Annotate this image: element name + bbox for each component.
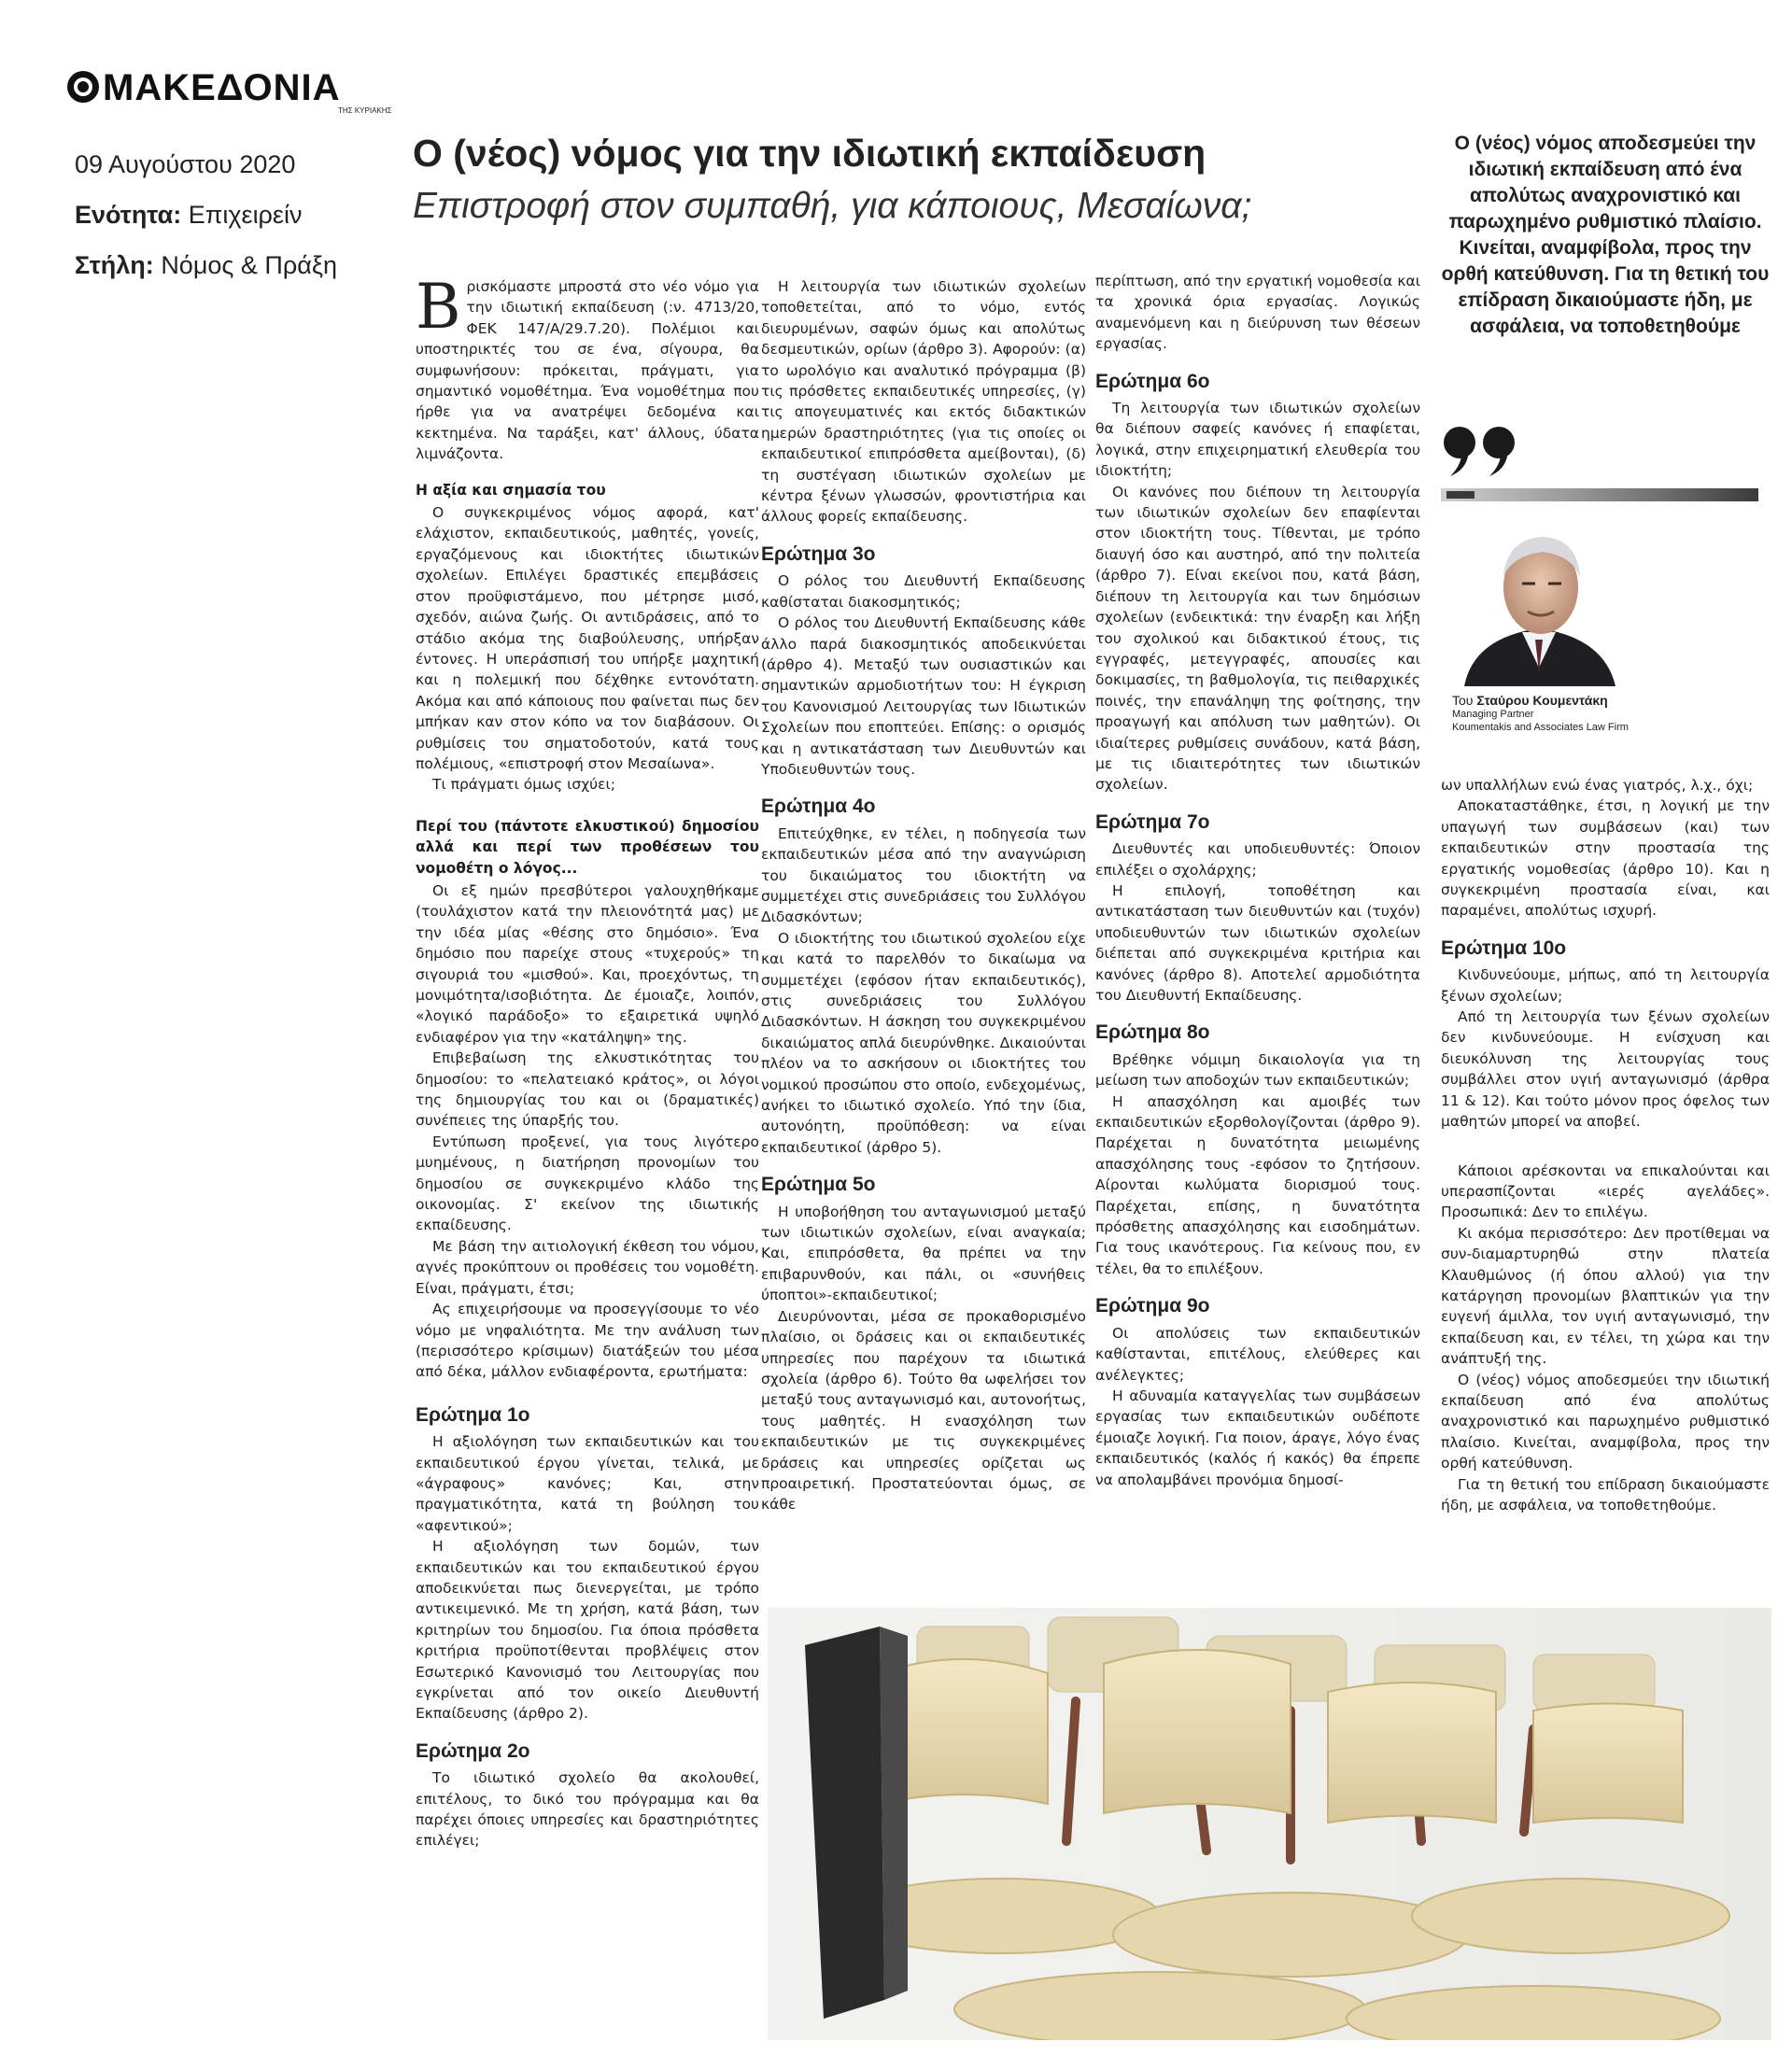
paragraph: Η λειτουργία των ιδιωτικών σχολείων τοποθετείται, από το νόμο, εντός διευρυμένων, σαφών όμως και απολύτως δεσμευτικών, ορίων (άρθρο 3). Αφορούν: (α) το ωρολόγιο και αναλυτικό πρόγραμμα (β) τις πρόσθετες εκπαιδευτικές υπηρεσίες, (γ) τις απογευματινές και εκτός διδακτικών ημερών δραστηριότητες (για τις οποίες οι εκπαιδευτικοί επιπρόσθετα αμείβονται), (δ) τη συστέγαση ιδιωτικών σχολείων με κέντρα ξένων γλωσσών, φροντιστήρια και άλλους φορείς εκπαίδευσης. [761, 278, 1086, 526]
paragraph: Κάποιοι αρέσκονται να επικαλούνται και υπερασπίζονται «ιερές αγελάδες». Προσωπικά: Δεν το επιλέγω. [1441, 1162, 1770, 1221]
paragraph: Εντύπωση προξενεί, για τους λιγότερο μυημένους, η διατήρηση προνομίων του δημοσίου σε συγκεκριμένο κλάδο της οικονομίας. Σ' εκείνον της ιδιωτικής εκπαίδευσης. [416, 1133, 759, 1234]
classroom-chairs-photo [768, 1608, 1771, 2040]
paragraph: Η επιλογή, τοποθέτηση και αντικατάσταση των διευθυντών και (τυχόν) υποδιευθυντών των ιδιωτικών σχολείων διέπεται από συγκεκριμένα κριτήρια και κανόνες (άρθρο 8). Αποτελεί αρμοδιότητα του Διευθυντή Εκπαίδευσης. [1095, 881, 1420, 1004]
masthead-logo [67, 65, 392, 115]
decorative-rule [1441, 488, 1758, 501]
paragraph: Οι απολύσεις των εκπαιδευτικών καθίστανται, επιτέλους, ελεύθερες και ανέλεγκτες; [1095, 1324, 1420, 1384]
paragraph: Η αξιολόγηση των εκπαιδευτικών και του εκπαιδευτικού έργου γίνεται, τελικά, με «άγραφους» κανόνες; Και, στην πραγματικότητα, κατά τη βούληση του «αφεντικού»; [416, 1433, 759, 1534]
article-column-2 [761, 276, 1086, 1515]
intro-paragraph [416, 271, 759, 465]
question-heading-6: Ερώτημα 6ο [1095, 370, 1210, 392]
article-subheadline: Επιστροφή στον συμπαθή, για κάποιους, Μεσαίωνα; [413, 186, 1252, 226]
newspaper-emblem-icon [67, 71, 99, 103]
author-byline [1452, 693, 1770, 708]
quote-marks-icon [1441, 422, 1525, 478]
question-heading-8: Ερώτημα 8ο [1095, 1021, 1210, 1044]
paragraph: Επιτεύχθηκε, εν τέλει, η ποδηγεσία των εκπαιδευτικών μέσα από την αναγνώριση του δικαιώματος του ιδιοκτήτη να συμμετέχει στις συνεδριάσεις του Συλλόγου Διδασκόντων; [761, 824, 1086, 926]
author-portrait [1455, 518, 1623, 686]
paragraph: περίπτωση, από την εργατική νομοθεσία και τα χρονικά όρια εργασίας. Λογικώς αναμενόμενη και η διεύρυνση των θέσεων εργασίας. [1095, 273, 1420, 353]
question-heading-1: Ερώτημα 1ο [416, 1403, 530, 1426]
paragraph: Ο (νέος) νόμος αποδεσμεύει την ιδιωτική εκπαίδευση από ένα απολύτως αναχρονιστικό και παρωχημένο ρυθμιστικό πλαίσιο. Κινείται, αναμφίβολα, προς την ορθή κατεύθυνση. [1441, 1371, 1770, 1472]
paragraph: Η υποβοήθηση του ανταγωνισμού μεταξύ των ιδιωτικών σχολείων, είναι αναγκαία; Και, επιπρόσθετα, θα πρέπει να την επιβαρυνθούν, και πάλι, οι «συνήθεις ύποπτοι»-εκπαιδευτικοί; [761, 1203, 1086, 1304]
paragraph: Το ιδιωτικό σχολείο θα ακολουθεί, επιτέλους, το δικό του πρόγραμμα και θα παρέχει όποιες υπηρεσίες και δραστηριότητες επιλέγει; [416, 1769, 759, 1850]
paragraph: ων υπαλλήλων ενώ ένας γιατρός, λ.χ., όχι; [1441, 777, 1754, 794]
question-heading-2: Ερώτημα 2ο [416, 1739, 530, 1762]
newspaper-title: ΜΑΚΕΔΟΝΙΑ [103, 67, 341, 108]
subheading-public-sector: Περί του (πάντοτε ελκυστικού) δημοσίου αλλά και περί των προθέσεων του νομοθέτη ο λόγος... [416, 817, 759, 877]
author-name: Σταύρου Κουμεντάκη [1476, 693, 1608, 708]
paragraph: Οι εξ ημών πρεσβύτεροι γαλουχηθήκαμε (τουλάχιστον κατά την πλειονότητά μας) με την ιδέα μίας «θέσης στο δημόσιο». Ένα δημόσιο που παρείχε στους «τυχερούς» τη σιγουριά του «μισθού». Και, προεχόντως, τη μονιμότητα/ισοβιότητα. Δε έμοιαζε, λοιπόν, «λογικό παράδοξο» το εξαιρετικά υψηλό ενδιαφέρον για την «κατάληψη» της. [416, 881, 759, 1046]
paragraph: Με βάση την αιτιολογική έκθεση του νόμου, αγνές προκύπτουν οι προθέσεις του νομοθέτη. Είναι, πράγματι, έτσι; [416, 1237, 759, 1297]
drop-cap: Β [416, 271, 461, 343]
paragraph: Η απασχόληση και αμοιβές των εκπαιδευτικών εξορθολογίζονται (άρθρο 9). Παρέχεται η δυνατότητα μειωμένης απασχόλησης τους -εφόσον το ζητήσουν. Αίρονται κωλύματα διορισμού τους. Παρέχεται, επίσης, η δυνατότητα πρόσθετης απασχόλησης και εισοδημάτων. Για τους ικανότερους. Για κείνους που, εν τέλει, θα το επιλέξουν. [1095, 1092, 1420, 1277]
question-heading-5: Ερώτημα 5ο [761, 1174, 876, 1196]
question-heading-4: Ερώτημα 4ο [761, 796, 876, 818]
paragraph: Επιβεβαίωση της ελκυστικότητας του δημοσίου: το «πελατειακό κράτος», οι λόγοι της δημιουργίας του και οι (δραματικές) συνέπειες της ύπαρξής του. [416, 1049, 759, 1130]
publication-date: 09 Αυγούστου 2020 [75, 150, 296, 178]
question-heading-10: Ερώτημα 10ο [1441, 936, 1567, 959]
paragraph: Ο ρόλος του Διευθυντή Εκπαίδευσης κάθε άλλο παρά διακοσμητικός αποδεικνύεται (άρθρο 4). Μεταξύ των ουσιαστικών και σημαντικών αρμοδιοτήτων του: Η έγκριση του Κανονισμού Λειτουργίας των Ιδιωτικών Σχολείων που εποπτεύει. Επίσης: ο ορισμός και η αντικατάσταση των Διευθυντών και Υποδιευθυντών τους. [761, 614, 1086, 778]
paragraph: Η αξιολόγηση των δομών, των εκπαιδευτικών και του εκπαιδευτικού έργου αποδεικνύεται πως διενεργείται, με τρόπο αντικειμενικό. Με τη χρήση, κατά βάση, των κριτηρίων του δημοσίου. Για όποια πρόσθετα κριτήρια προϋποτίθενται προβλέψεις στον Εσωτερικό Κανονισμό του Λειτουργίας που εγκρίνεται από τον οικείο Διευθυντή Εκπαίδευσης (άρθρο 2). [416, 1538, 759, 1723]
article-column-1 [416, 271, 759, 1852]
article-headline: Ο (νέος) νόμος για την ιδιωτική εκπαίδευση [413, 132, 1206, 175]
article-column-4 [1441, 775, 1770, 1515]
paragraph: Από τη λειτουργία των ξένων σχολείων δεν κινδυνεύουμε. Η ενίσχυση και διευκόλυνση της λειτουργίας τους συμβάλλει στον υγιή ανταγωνισμό (άρθρα 11 & 12). Και τούτο μόνον προς όφελος των μαθητών μπορεί να αποβεί. [1441, 1008, 1770, 1131]
section-value: Επιχειρείν [188, 201, 303, 229]
paragraph: Ο ρόλος του Διευθυντή Εκπαίδευσης καθίσταται διακοσμητικός; [761, 572, 1086, 611]
paragraph: Ας επιχειρήσουμε να προσεγγίσουμε το νέο νόμο με νηφαλιότητα. Με την ανάλυση των (περισσότερο κρίσιμων) διατάξεών του μέσα από δέκα, μάλλον ενδιαφέροντα, ερωτήματα: [416, 1301, 759, 1381]
section-label: Ενότητα: [75, 201, 182, 229]
paragraph: Για τη θετική του επίδραση δικαιούμαστε ήδη, με ασφάλεια, να τοποθετηθούμε. [1441, 1475, 1770, 1514]
author-prefix: Του [1452, 693, 1474, 708]
author-role: Managing Partner [1452, 709, 1534, 720]
intro-text: ρισκόμαστε μπροστά στο νέο νόμο για την ιδιωτική εκπαίδευση (:ν. 4713/20, ΦΕΚ 147/Α/29.7.20). Πολέμιοι και υποστηρικτές του σε ένα, σίγουρα, θα συμφωνήσουν: πρόκειται, πράγματι, για σημαντικό νομοθέτημα. Ένα νομοθέτημα που ήρθε για να ανατρέψει δεδομένα και κεκτημένα. Να ταράξει, κατ' άλλους, ύδατα λιμνάζοντα. [416, 278, 759, 463]
paragraph: Τι πράγματι όμως ισχύει; [432, 776, 615, 794]
column-value: Νόμος & Πράξη [161, 251, 337, 279]
paragraph: Διευρύνονται, μέσα σε προκαθορισμένο πλαίσιο, οι δράσεις και οι εκπαιδευτικές υπηρεσίες που παρέχουν τα ιδιωτικά σχολεία (άρθρο 6). Τούτο θα ωφελήσει τον μεταξύ τους ανταγωνισμό και, αυτονοήτως, τους μαθητές. Η ενασχόληση των εκπαιδευτικών με τις συγκεκριμένες δράσεις και υπηρεσίες ορίζεται ως προαιρετική. Προστατεύονται όμως, σε κάθε [761, 1307, 1086, 1514]
question-heading-7: Ερώτημα 7ο [1095, 810, 1210, 833]
subheading-value: Η αξία και σημασία του [416, 481, 606, 499]
paragraph: Οι κανόνες που διέπουν τη λειτουργία των ιδιωτικών σχολείων δεν επαφίενται στον ιδιοκτήτη τους. Τίθενται, με τρόπο διαυγή όσο και αυστηρό, από την πολιτεία (άρθρο 7). Είναι εκείνοι που, κατά βάση, διέπουν τη λειτουργία και των δημόσιων σχολείων (ενδεικτικά: την έναρξη και λήξη του σχολικού και διδακτικού έτους, τις εγγραφές, μετεγγραφές, απουσίες και δοκιμασίες, τη βαθμολογία, τις πειθαρχικές ποινές, την επανάληψη της φοίτησης, την προαγωγή και απόλυση των μαθητών). Οι ιδιαίτερες ρυθμίσεις συνάδουν, κατά βάση, με τις ιδιαιτερότητες των ιδιωτικών σχολείων. [1095, 483, 1420, 794]
newspaper-subtitle: ΤΗΣ ΚΥΡΙΑΚΗΣ [338, 106, 392, 115]
paragraph: Κι ακόμα περισσότερο: Δεν προτίθεμαι να συν-διαμαρτυρηθώ στην πλατεία Κλαυθμώνος (ή όπου αλλού) για την κατάργηση προνομίων βλαπτικών για την ευγενή άμιλλα, τον υγιή ανταγωνισμό, την εκπαίδευση και, εν τέλει, τη χώρα και την ανάπτυξή της. [1441, 1224, 1770, 1368]
question-heading-9: Ερώτημα 9ο [1095, 1295, 1210, 1317]
question-heading-3: Ερώτημα 3ο [761, 542, 876, 565]
paragraph: Ο ιδιοκτήτης του ιδιωτικού σχολείου είχε και κατά το παρελθόν το δικαίωμα να συμμετέχει (εφόσον ήταν εκπαιδευτικός), στις συνεδριάσεις του Συλλόγου Διδασκόντων. Η άσκηση του συγκεκριμένου δικαιώματος απλά διευρύνθηκε. Δικαιούνται πλέον να το ασκήσουν οι ιδιοκτήτες του νομικού προσώπου στο οποίο, ενδεχομένως, ανήκει το ιδιωτικό σχολείο. Υπό την ίδια, αυτονόητη, προϋπόθεση: να είναι εκπαιδευτικοί (άρθρο 5). [761, 929, 1086, 1156]
paragraph: Κινδυνεύουμε, μήπως, από τη λειτουργία ξένων σχολείων; [1441, 966, 1770, 1005]
paragraph: Βρέθηκε νόμιμη δικαιολογία για τη μείωση των αποδοχών των εκπαιδευτικών; [1095, 1050, 1420, 1090]
paragraph: Τη λειτουργία των ιδιωτικών σχολείων θα διέπουν σαφείς κανόνες ή επαφίεται, λογικά, στην επιχειρηματική ελευθερία του ιδιοκτήτη; [1095, 400, 1420, 480]
pull-quote: Ο (νέος) νόμος αποδεσμεύει την ιδιωτική εκπαίδευση από ένα απολύτως αναχρονιστικό και παρωχημένο ρυθμιστικό πλαίσιο. Κινείται, αναμφίβολα, προς την ορθή κατεύθυνση. Για τη θετική του επίδραση δικαιούμαστε ήδη, με ασφάλεια, να τοποθετηθούμε [1441, 133, 1770, 337]
column-label: Στήλη: [75, 251, 154, 279]
author-firm: Koumentakis and Associates Law Firm [1452, 722, 1629, 733]
column-line [75, 248, 337, 282]
paragraph: Η αδυναμία καταγγελίας των συμβάσεων εργασίας των εκπαιδευτικών ουδέποτε έμοιαζε λογική. Για ποιον, άραγε, λόγο ένας εκπαιδευτικός (καλός ή κακός) θα έπρεπε να απολαμβάνει προνόμια δημοσί- [1095, 1387, 1420, 1488]
paragraph: Ο συγκεκριμένος νόμος αφορά, κατ' ελάχιστον, εκπαιδευτικούς, μαθητές, γονείς, εργαζόμενους και ιδιοκτήτες ιδιωτικών σχολείων. Επιλέγει δραστικές επεμβάσεις στον προϋφιστάμενο, που μέτρησε μισό, σχεδόν, αιώνα ζωής. Οι αντιδράσεις, από το στάδιο ακόμα της διαβούλευσης, υπήρξαν έντονες. Η υπεράσπισή του υπήρξε μαχητική και η πολεμική που δέχθηκε εντονότατη. Ακόμα και από κάποιους που φαίνεται πως δεν μπήκαν καν στον κόπο να τον διαβάσουν. Οι ρυθμίσεις του σηματοδοτούν, κατά τους πολέμιους, «επιστροφή στον Μεσαίωνα». [416, 504, 759, 772]
article-column-3 [1095, 271, 1420, 1490]
section-line [75, 198, 302, 232]
author-credit [1452, 693, 1770, 734]
paragraph: Αποκαταστάθηκε, έτσι, η λογική με την υπαγωγή των συμβάσεων (και) των εκπαιδευτικών στην προστασία της εργατικής νομοθεσίας (άρθρο 10). Και η συγκεκριμένη προστασία είναι, και παραμένει, απολύτως ισχυρή. [1441, 797, 1770, 920]
paragraph: Διευθυντές και υποδιευθυντές: Όποιον επιλέξει ο σχολάρχης; [1095, 840, 1420, 879]
